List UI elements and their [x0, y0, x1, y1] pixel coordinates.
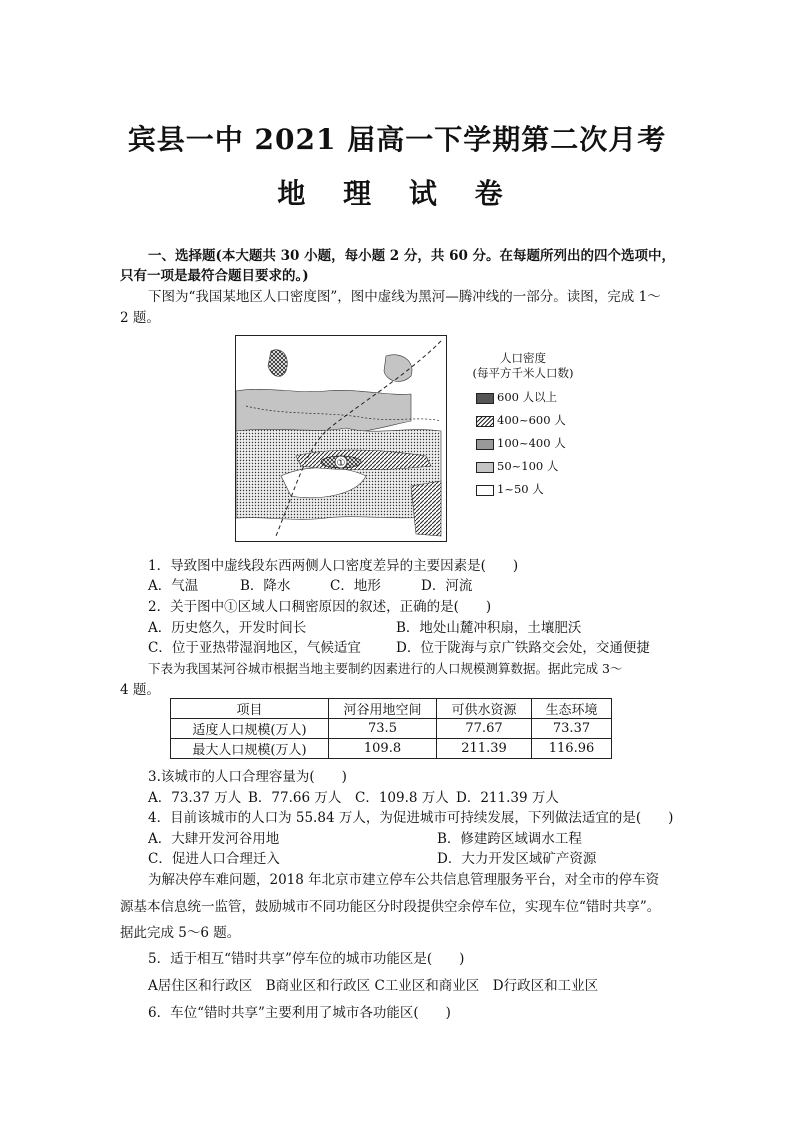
legend-label: 100~400 人 — [497, 436, 566, 450]
q2-option-c: C．位于亚热带湿润地区，气候适宜 — [148, 640, 361, 656]
table-cell: 211.39 — [437, 739, 532, 759]
population-scale-table — [170, 698, 612, 759]
table-row — [171, 739, 612, 759]
intro-q5-6-line1: 为解决停车难问题，2018 年北京市建立停车公共信息管理服务平台，对全市的停车资 — [148, 872, 660, 888]
legend-label: 50~100 人 — [497, 459, 559, 473]
legend-title-line2: (每平方千米人口数) — [472, 366, 574, 380]
legend-item — [476, 412, 566, 428]
q4-stem: 4．目前该城市的人口为 55.84 万人，为促进城市可持续发展，下列做法适宜的是( ) — [148, 810, 674, 826]
table-cell: 73.37 — [532, 719, 612, 739]
q3-option-a: A．73.37 万人 — [148, 790, 242, 806]
q5-options: A居住区和行政区 B商业区和行政区 C工业区和商业区 D行政区和工业区 — [148, 978, 599, 994]
table-cell: 77.67 — [437, 719, 532, 739]
legend-item — [476, 389, 557, 405]
q1-option-d: D．河流 — [421, 578, 473, 594]
map-region-label: ① — [336, 458, 346, 469]
q3-option-d: D．211.39 万人 — [456, 790, 559, 806]
section-heading-line2: 只有一项是最符合题目要求的。) — [120, 268, 309, 284]
q3-option-c: C．109.8 万人 — [355, 790, 449, 806]
exam-subject: 地 理 试 卷 — [277, 177, 517, 210]
legend-item — [476, 458, 558, 474]
q4-option-a: A．大肆开发河谷用地 — [148, 831, 280, 847]
legend-swatch-400-600 — [476, 416, 494, 427]
exam-title: 宾县一中 2021 届高一下学期第二次月考 — [127, 123, 667, 156]
legend-label: 600 人以上 — [497, 390, 558, 404]
table-header-cell: 可供水资源 — [437, 699, 532, 719]
intro-q1-2-line2: 2 题。 — [120, 310, 160, 326]
q5-stem: 5．适于相互“错时共享”停车位的城市功能区是( ) — [148, 951, 465, 967]
legend-label: 400~600 人 — [497, 413, 566, 427]
q4-option-d: D．大力开发区域矿产资源 — [437, 851, 597, 867]
table-row — [171, 719, 612, 739]
map-zone-50-100 — [236, 389, 411, 434]
intro-q1-2-line1: 下图为“我国某地区人口密度图”，图中虚线为黑河—腾冲线的一部分。读图，完成 1～ — [148, 289, 661, 305]
table-cell: 最大人口规模(万人) — [171, 739, 329, 759]
q4-option-b: B．修建跨区域调水工程 — [437, 831, 582, 847]
table-cell: 109.8 — [329, 739, 437, 759]
map-drawing — [236, 336, 446, 541]
table-cell: 73.5 — [329, 719, 437, 739]
q2-option-b: B．地处山麓冲积扇，土壤肥沃 — [396, 620, 582, 636]
table-cell: 116.96 — [532, 739, 612, 759]
map-zone-west-highland — [268, 350, 287, 377]
q2-option-d: D．位于陇海与京广铁路交会处，交通便捷 — [396, 640, 650, 656]
q6-stem: 6．车位“错时共享”主要利用了城市各功能区( ) — [148, 1005, 451, 1021]
q1-option-a: A．气温 — [148, 578, 199, 594]
legend-label: 1~50 人 — [497, 482, 544, 496]
table-header-cell: 项目 — [171, 699, 329, 719]
map-zone-east-block — [411, 481, 441, 536]
legend-swatch-600-plus — [476, 393, 494, 404]
table-header-row — [171, 699, 612, 719]
intro-q5-6-line2: 源基本信息统一监管，鼓励城市不同功能区分时段提供空余停车位，实现车位“错时共享”。 — [120, 899, 661, 915]
q1-option-c: C．地形 — [330, 578, 381, 594]
legend-swatch-1-50 — [476, 485, 494, 496]
section-heading-line1: 一、选择题(本大题共 30 小题，每小题 2 分，共 60 分。在每题所列出的四个选项中， — [148, 248, 676, 264]
q3-option-b: B．77.66 万人 — [248, 790, 342, 806]
legend-item — [476, 481, 544, 497]
intro-q5-6-line3: 据此完成 5～6 题。 — [120, 925, 241, 941]
table-cell: 适度人口规模(万人) — [171, 719, 329, 739]
intro-q3-4-line2: 4 题。 — [120, 682, 160, 698]
legend-item — [476, 435, 566, 451]
legend-title-line1: 人口密度 — [500, 351, 546, 365]
table-header-cell: 河谷用地空间 — [329, 699, 437, 719]
q2-option-a: A．历史悠久，开发时间长 — [148, 620, 307, 636]
table-header-cell: 生态环境 — [532, 699, 612, 719]
q4-option-c: C．促进人口合理迁入 — [148, 851, 280, 867]
q1-stem: 1．导致图中虚线段东西两侧人口密度差异的主要因素是( ) — [148, 558, 519, 574]
q3-stem: 3.该城市的人口合理容量为( ) — [148, 769, 347, 785]
population-density-map — [235, 335, 447, 542]
q2-stem: 2．关于图中①区域人口稠密原因的叙述，正确的是( ) — [148, 599, 492, 615]
q1-option-b: B．降水 — [240, 578, 291, 594]
legend-swatch-50-100 — [476, 462, 494, 473]
intro-q3-4-line1: 下表为我国某河谷城市根据当地主要制约因素进行的人口规模测算数据。据此完成 3～ — [148, 661, 623, 676]
legend-swatch-100-400 — [476, 439, 494, 450]
